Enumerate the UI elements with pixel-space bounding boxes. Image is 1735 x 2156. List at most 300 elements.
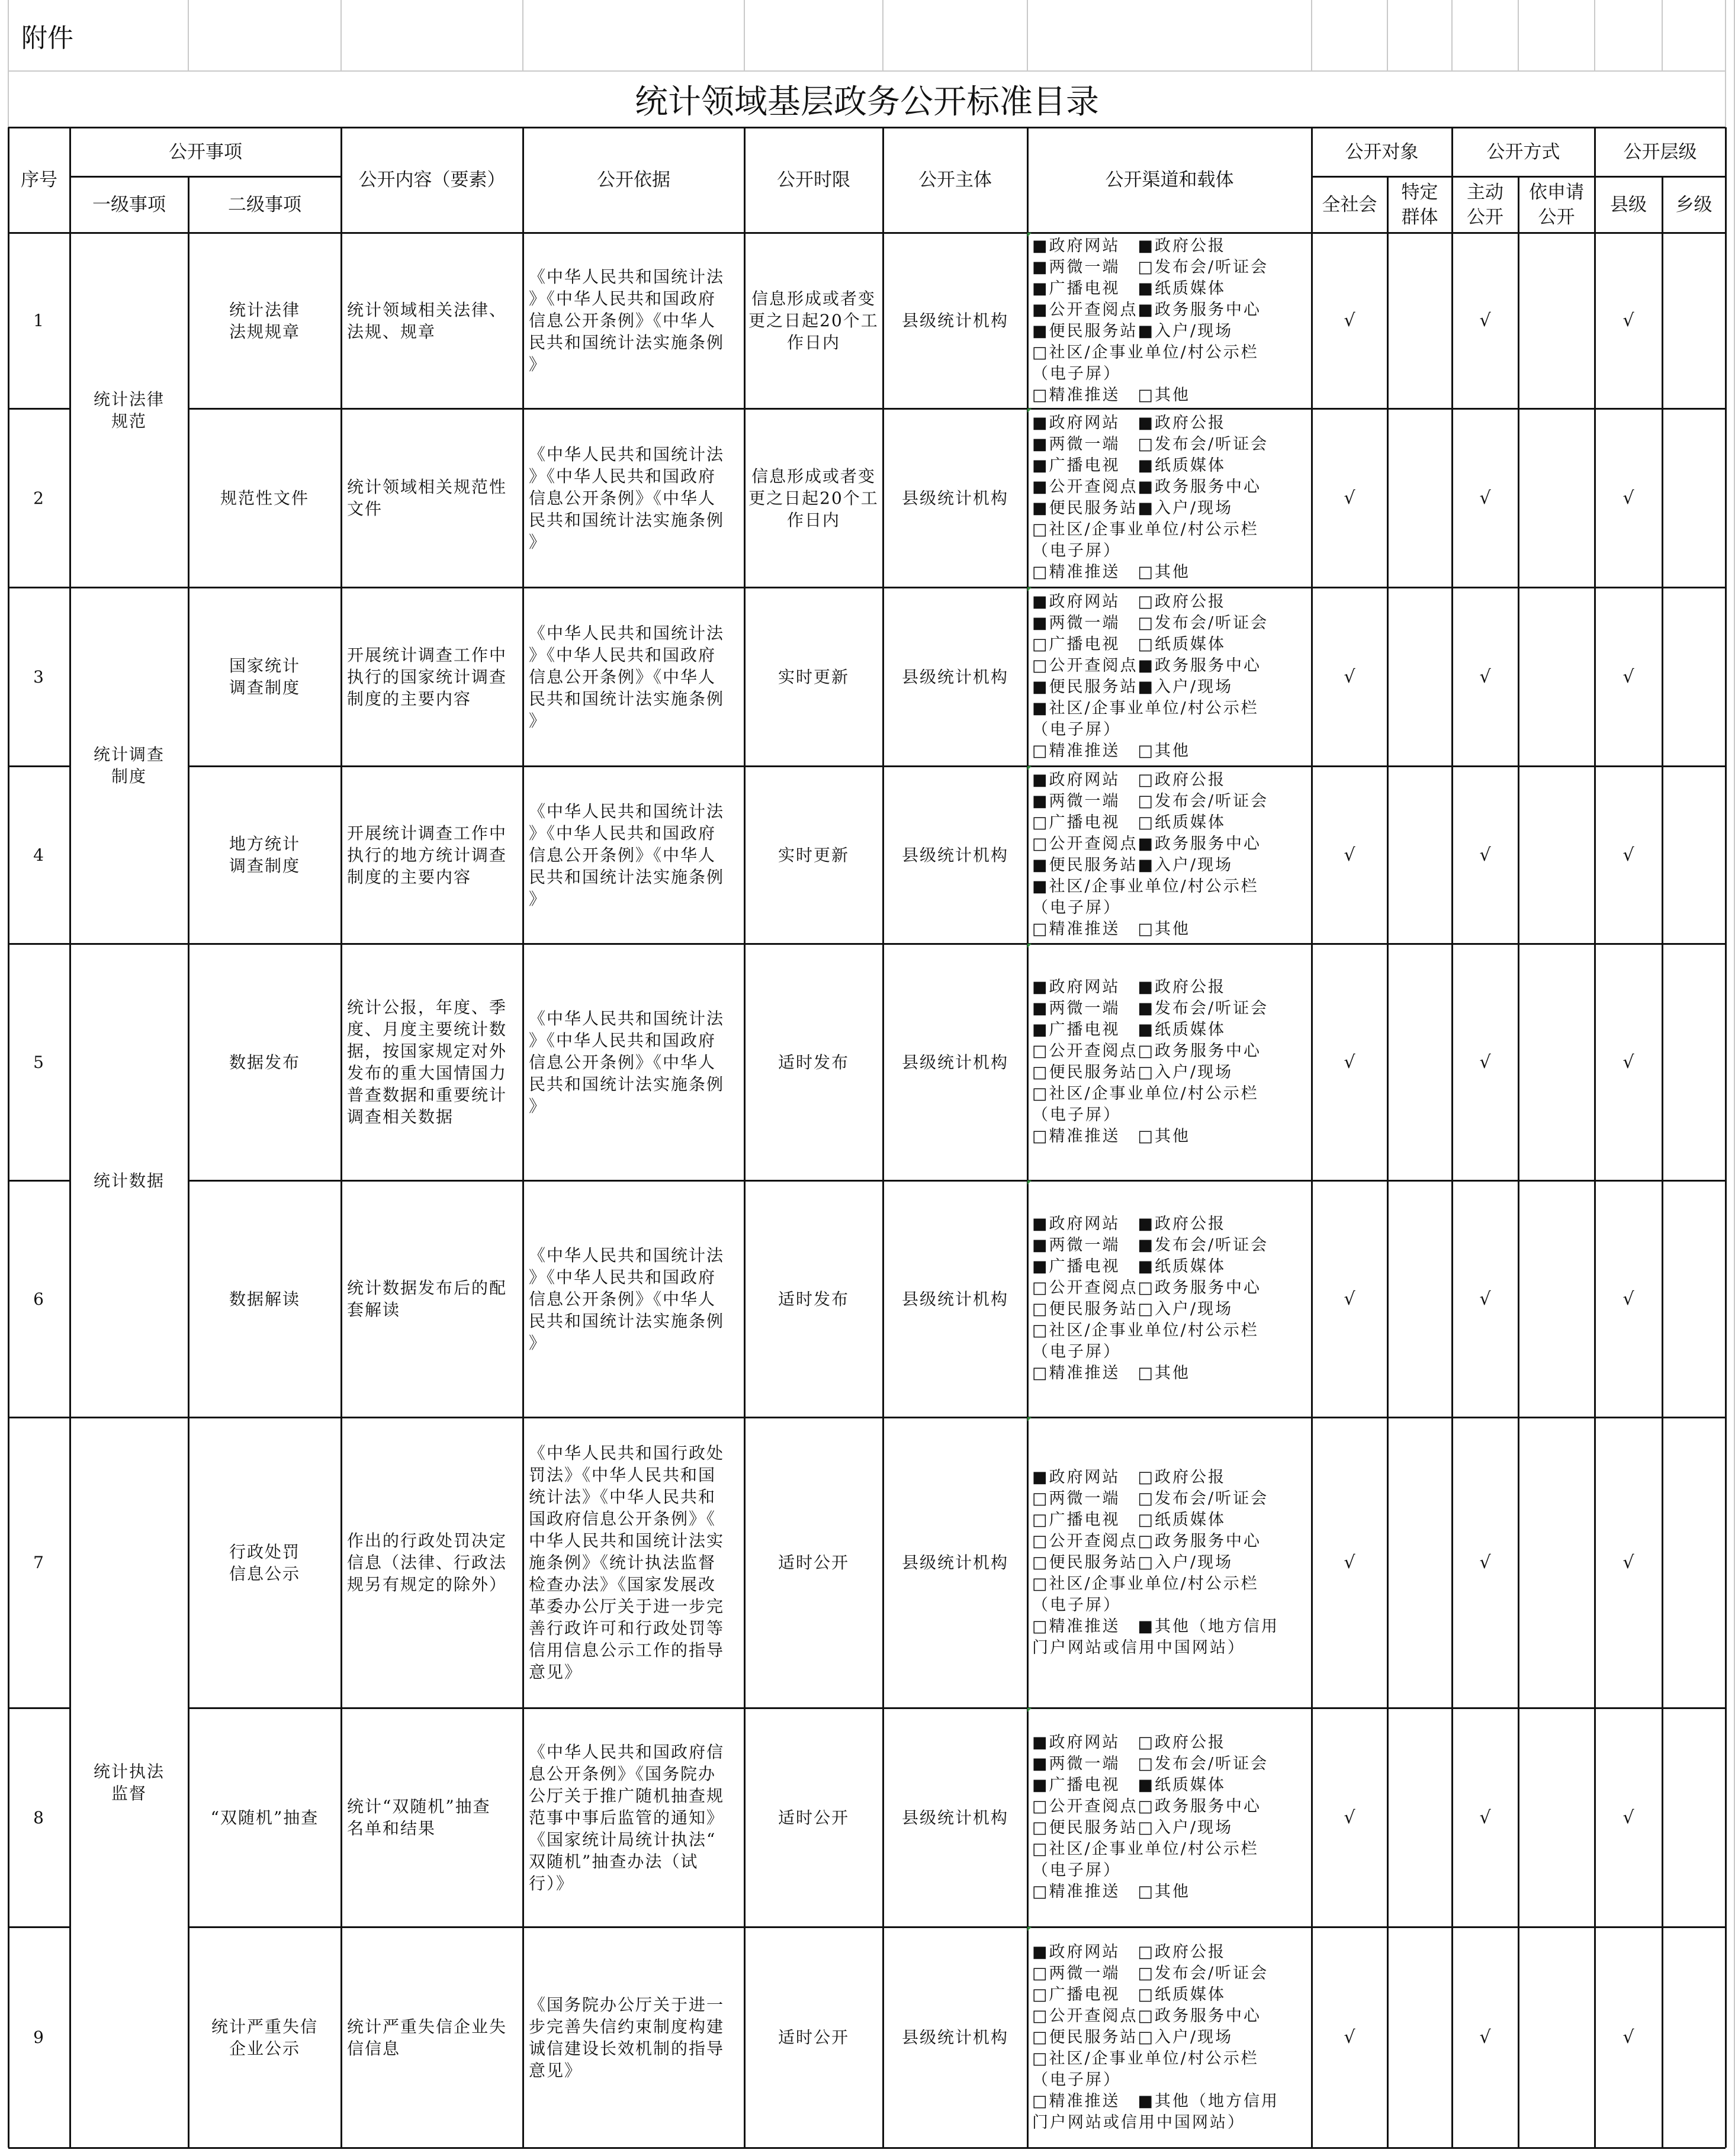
row-channels [1027,944,1312,1180]
group-label-text [94,1761,165,1804]
header-level-town-line: 乡级 [1675,194,1712,215]
row-subject-line: 县级统计机构 [901,1553,1008,1572]
row-channels-line: ■政府网站 ■政府公报 [1032,236,1226,255]
sheet-gridline-v [1311,0,1312,71]
sheet-gridline-v [1518,0,1519,71]
cell-comment-marker [1027,1927,1032,1931]
row-basis-line: 《中华人民共和国政府信 [529,1742,725,1762]
row-check-active [1452,766,1518,944]
row-channels-line: ■便民服务站■入户/现场 [1032,499,1233,517]
row-check-county-line: √ [1622,1807,1634,1828]
row-channels-line: ■政府网站 □政府公报 [1032,1468,1226,1486]
row-channels-line: 门户网站或信用中国网站） [1032,1638,1245,1657]
row-content-text [347,1795,491,1839]
group-label-line: 统计调查 [93,745,165,764]
row-check-all [1312,766,1387,944]
row-check-active [1452,1417,1518,1708]
row-time-limit [744,1180,883,1417]
header-level2 [188,176,341,233]
row-channels-line: ■政府网站 ■政府公报 [1032,414,1226,432]
sheet-gridline-v [1662,0,1663,71]
row-channels-line: □广播电视 □纸质媒体 [1032,1985,1226,2004]
row-check-active-line: √ [1479,844,1491,865]
row-check-all-line: √ [1344,844,1355,865]
row-level2-line: 统计严重失信 [211,2016,318,2036]
row-check-county-text [1622,1289,1634,1309]
row-content [341,1708,523,1927]
row-basis-line: 信息公开条例》《中华人 [529,667,717,687]
row-time-limit-text [748,465,879,531]
row-check-active-line: √ [1479,2027,1491,2048]
row-check-town [1662,1417,1726,1708]
row-time-limit-line: 作日内 [786,510,840,530]
row-basis-line: 民共和国统计法实施条例 [529,688,725,709]
row-channels-line: □社区/企事业单位/村公示栏 [1032,1085,1259,1103]
row-check-county-line: √ [1622,1288,1634,1309]
row-subject [883,1927,1027,2148]
header-target-all-text [1322,192,1377,217]
row-check-all [1312,1180,1387,1417]
row-check-active-text [1479,310,1490,331]
row-check-county-text [1622,310,1634,331]
row-basis-line: 行）》 [529,1873,574,1893]
row-level2 [188,1180,341,1417]
row-check-all-line: √ [1344,1288,1355,1309]
row-channels-line: □便民服务站□入户/现场 [1032,1553,1233,1572]
row-channels [1027,587,1312,766]
row-time-limit-line: 更之日起20个工 [748,488,879,508]
row-channels [1027,233,1312,408]
row-basis-line: 民共和国统计法实施条例 [529,510,725,530]
row-check-county [1595,1417,1662,1708]
header-subject-text [918,168,992,192]
row-check-group [1387,408,1452,587]
row-channels-line: ■两微一端 □发布会/听证会 [1032,435,1269,453]
row-channels-line: □社区/企事业单位/村公示栏 [1032,1840,1259,1858]
row-channels-line: □精准推送 □其他 [1032,1883,1191,1901]
cell-comment-marker [1027,408,1032,413]
header-method-active [1452,176,1518,233]
row-basis-text [529,622,724,732]
header-level-county-text [1610,192,1647,217]
row-check-town [1662,944,1726,1180]
row-seq-text [33,487,45,509]
row-basis-line: 检查办法》《国家发展改 [529,1575,717,1594]
row-basis-line: 意见》 [529,2060,583,2080]
row-content-line: 统计公报，年度、季 [347,997,507,1017]
row-check-apply [1518,233,1595,408]
row-basis-line: 步完善失信约束制度构建 [529,2016,725,2036]
row-channels-text [1032,1467,1279,1659]
row-level2 [188,1417,341,1708]
row-basis-line: 民共和国统计法实施条例 [529,1074,725,1094]
row-channels-line: 门户网站或信用中国网站） [1032,2113,1245,2132]
row-time-limit [744,1708,883,1927]
header-level-text [1624,140,1697,165]
row-channels-line: ■两微一端 □发布会/听证会 [1032,1755,1269,1773]
row-basis-line: 民共和国统计法实施条例 [529,1311,725,1331]
attachment-label-text [21,17,73,54]
header-items-text [169,140,242,165]
row-channels-line: ■便民服务站■入户/现场 [1032,321,1233,340]
row-level2 [188,408,341,587]
row-check-apply [1518,1927,1595,2148]
row-check-county [1595,944,1662,1180]
row-check-county-line: √ [1622,666,1634,687]
header-target-group-text [1402,180,1438,230]
row-channels-line: ■两微一端 □发布会/听证会 [1032,792,1269,810]
row-channels-line: □社区/企事业单位/村公示栏 [1032,520,1259,539]
row-seq-text [33,844,45,866]
row-content-text [347,996,507,1128]
header-items-line: 公开事项 [169,141,242,163]
row-channels-line: （电子屏） [1032,364,1121,383]
row-check-active-text [1479,1807,1490,1828]
row-level2-line: “双随机”抽查 [210,1807,319,1827]
cell-comment-marker [1027,233,1032,237]
row-subject-line: 县级统计机构 [901,311,1008,330]
row-channels-line: □公开查阅点□政务服务中心 [1032,1279,1262,1297]
header-level2-text [228,192,301,217]
row-check-all-text [1344,2027,1355,2048]
row-content-line: 套解读 [347,1300,401,1320]
header-method-apply-text [1529,180,1584,230]
row-channels-line: □精准推送 □其他 [1032,1127,1191,1145]
header-channels-text [1106,168,1234,192]
group-label-line: 监督 [111,1784,147,1803]
row-basis-line: 革委办公厅关于进一步完 [529,1597,725,1616]
row-basis-line: 信息公开条例》《中华人 [529,1289,717,1309]
row-seq [8,1708,70,1927]
group-label-line: 统计法律 [93,389,165,409]
row-subject-text [902,1288,1008,1310]
row-basis-line: 《中华人民共和国行政处 [529,1443,725,1463]
row-channels [1027,408,1312,587]
row-subject-line: 县级统计机构 [901,1052,1008,1072]
row-check-active-text [1479,845,1490,865]
row-content-line: 度、月度主要统计数 [347,1019,507,1039]
row-seq-line: 2 [33,488,45,508]
page-title-text [635,76,1099,123]
row-time-limit-line: 适时公开 [777,1553,849,1572]
row-channels-line: ■两微一端 □发布会/听证会 [1032,614,1269,632]
header-basis-text [597,168,670,192]
row-subject-line: 县级统计机构 [901,1289,1008,1309]
row-subject [883,587,1027,766]
row-basis-line: 善行政许可和行政处罚等 [529,1618,725,1638]
row-channels-line: （电子屏） [1032,1343,1121,1361]
row-channels-line: □社区/企事业单位/村公示栏 [1032,2049,1259,2068]
row-level2-text [229,1541,300,1585]
row-basis-line: 》《中华人民共和国政府 [529,645,717,665]
row-channels [1027,1417,1312,1708]
row-basis-line: 统计法》《中华人民共和 [529,1487,717,1507]
row-check-all [1312,587,1387,766]
row-check-active-text [1479,667,1490,687]
row-channels-line: ■广播电视 ■纸质媒体 [1032,1776,1226,1794]
cell-comment-marker [1027,587,1032,591]
row-time-limit-line: 更之日起20个工 [748,311,879,330]
row-level2-text [229,1051,300,1073]
row-channels [1027,766,1312,944]
row-channels-line: □精准推送 □其他 [1032,385,1191,404]
row-subject [883,1180,1027,1417]
row-time-limit-text [778,1552,849,1573]
row-seq-text [33,1552,45,1573]
row-content-line: 普查数据和重要统计 [347,1085,507,1105]
row-check-apply [1518,1417,1595,1708]
cell-comment-marker [1027,1180,1032,1185]
row-check-all [1312,233,1387,408]
row-check-apply [1518,408,1595,587]
row-basis-text [529,1741,724,1894]
row-level2-line: 数据解读 [229,1289,300,1309]
row-check-all-text [1344,1289,1355,1309]
row-subject-text [902,310,1008,332]
row-check-county [1595,766,1662,944]
row-time-limit-text [778,1807,849,1829]
group-label [70,587,188,944]
row-basis-line: 范事中事后监管的通知》 [529,1807,725,1827]
header-time-limit-line: 公开时限 [777,169,850,191]
row-check-county [1595,233,1662,408]
row-channels-line: □精准推送 □其他 [1032,920,1191,938]
row-content-line: 规另有规定的除外） [347,1575,507,1594]
header-level1-line: 一级事项 [92,194,166,215]
row-content [341,587,523,766]
row-channels-line: □精准推送 ■其他（地方信用 [1032,1617,1280,1636]
row-channels-line: □两微一端 □发布会/听证会 [1032,1964,1269,1983]
row-content-line: 开展统计调查工作中 [347,645,507,665]
header-items [70,127,341,176]
row-time-limit-line: 适时发布 [777,1052,849,1072]
cell-comment-marker [1027,766,1032,770]
row-check-active-line: √ [1479,1051,1491,1073]
row-basis-line: 》 [529,889,547,909]
row-basis-line: 国政府信息公开条例》《 [529,1509,717,1528]
row-basis-line: 》《中华人民共和国政府 [529,466,717,486]
row-level2-text [220,487,309,509]
row-content-line: 发布的重大国情国力 [347,1063,507,1083]
row-check-apply [1518,944,1595,1180]
row-level2 [188,766,341,944]
row-channels-line: □便民服务站□入户/现场 [1032,1063,1233,1082]
row-basis [523,408,744,587]
row-check-active-text [1479,1552,1490,1573]
row-basis [523,587,744,766]
row-basis-text [529,1994,724,2081]
header-content-text [359,168,506,192]
row-channels [1027,1927,1312,2148]
group-label [70,944,188,1417]
row-basis-line: 《中华人民共和国统计法 [529,267,725,287]
row-basis-line: 》 [529,1333,547,1353]
group-label-line: 统计执法 [93,1762,165,1781]
sheet-gridline-v [340,0,342,71]
row-check-group [1387,944,1452,1180]
row-check-county [1595,1708,1662,1927]
group-label-line: 规范 [111,411,147,431]
row-basis-line: 《中华人民共和国统计法 [529,444,725,464]
row-content-line: 据，按国家规定对外 [347,1041,507,1061]
row-check-all-text [1344,1052,1355,1073]
row-basis-line: 民共和国统计法实施条例 [529,333,725,352]
row-channels-line: ■两微一端 ■发布会/听证会 [1032,999,1269,1018]
row-seq-text [33,1288,45,1310]
row-level2 [188,233,341,408]
group-label-line: 统计数据 [93,1170,165,1190]
row-basis-line: 中华人民共和国统计法实 [529,1531,725,1550]
row-seq [8,1417,70,1708]
row-content-line: 名单和结果 [347,1819,436,1838]
page-title [8,71,1726,127]
row-check-town [1662,1927,1726,2148]
row-content-line: 调查相关数据 [347,1107,454,1127]
row-basis-line: 意见》 [529,1662,583,1682]
row-content-line: 制度的主要内容 [347,867,472,887]
row-basis-line: 诚信建设长效机制的指导 [529,2038,725,2058]
row-basis-line: 《国家统计局统计执法“ [529,1829,717,1849]
row-basis-line: 》《中华人民共和国政府 [529,1267,717,1287]
group-label-text [94,744,165,787]
row-channels-line: □社区/企事业单位/村公示栏 [1032,1574,1259,1593]
row-basis [523,233,744,408]
row-seq-text [33,1807,45,1829]
header-target-text [1345,140,1419,165]
row-level2-line: 信息公示 [229,1563,300,1584]
row-subject [883,1417,1027,1708]
row-channels-line: □精准推送 ■其他（地方信用 [1032,2091,1280,2110]
row-check-county [1595,1180,1662,1417]
header-level-town [1662,176,1726,233]
row-seq [8,1927,70,2148]
row-basis-line: 罚法》《中华人民共和国 [529,1465,717,1485]
row-check-all-line: √ [1344,1552,1355,1573]
row-level2-text [229,833,300,877]
row-content-line: 信息（法律、行政法 [347,1553,507,1572]
row-check-active [1452,587,1518,766]
row-check-apply [1518,766,1595,944]
row-check-town [1662,1180,1726,1417]
row-check-town [1662,766,1726,944]
row-level2 [188,1927,341,2148]
row-subject-line: 县级统计机构 [901,1807,1008,1827]
header-method-active-text [1467,180,1503,230]
row-content [341,766,523,944]
row-seq-line: 9 [33,2028,45,2047]
row-seq-line: 4 [33,845,45,865]
row-check-active-text [1479,1289,1490,1309]
row-check-group [1387,1417,1452,1708]
row-channels-text [1032,236,1268,406]
row-seq [8,408,70,587]
row-channels-line: （电子屏） [1032,1595,1121,1614]
row-content [341,944,523,1180]
header-seq-text [21,168,57,192]
row-check-apply [1518,587,1595,766]
row-check-apply [1518,1708,1595,1927]
row-time-limit [744,233,883,408]
row-channels-line: □公开查阅点■政务服务中心 [1032,657,1262,675]
row-subject [883,408,1027,587]
row-seq [8,233,70,408]
row-check-all [1312,1417,1387,1708]
row-check-town [1662,587,1726,766]
row-check-county-line: √ [1622,2027,1634,2048]
row-seq-line: 3 [33,667,45,687]
row-basis [523,944,744,1180]
row-subject-text [902,844,1008,866]
cell-comment-marker [1027,944,1032,948]
row-check-active [1452,944,1518,1180]
row-channels-line: ■政府网站 ■政府公报 [1032,1215,1226,1233]
row-check-group [1387,1180,1452,1417]
row-basis-line: 施条例》《统计执法监督 [529,1553,717,1572]
row-check-all [1312,1927,1387,2148]
header-method-apply-line: 公开 [1538,206,1575,228]
row-seq [8,944,70,1180]
row-level2 [188,587,341,766]
row-channels-line: ■公开查阅点■政务服务中心 [1032,478,1262,496]
row-check-all-line: √ [1344,1807,1355,1828]
row-basis-line: 《中华人民共和国统计法 [529,1245,725,1265]
row-content-line: 统计“双随机”抽查 [347,1797,491,1816]
row-channels-line: （电子屏） [1032,1106,1121,1124]
row-seq-line: 8 [33,1807,45,1827]
row-check-active-line: √ [1479,310,1491,331]
row-check-active-line: √ [1479,1552,1491,1573]
header-level-town-text [1676,192,1712,217]
row-basis-text [529,1442,724,1683]
row-time-limit [744,408,883,587]
row-check-county-text [1622,667,1634,687]
row-level2-text [211,1807,319,1829]
header-method-text [1487,140,1560,165]
row-basis-line: 》《中华人民共和国政府 [529,289,717,308]
row-channels-text [1032,770,1268,940]
sheet-gridline-v [882,0,883,71]
row-content-line: 法规、规章 [347,321,436,342]
row-seq [8,766,70,944]
group-label-text [94,1170,165,1192]
row-channels-line: □精准推送 □其他 [1032,563,1191,581]
header-basis [523,127,744,233]
row-channels-line: ■公开查阅点■政务服务中心 [1032,300,1262,319]
header-level-county-line: 县级 [1610,194,1647,215]
group-label [70,233,188,587]
row-time-limit [744,587,883,766]
row-check-county [1595,408,1662,587]
row-time-limit-text [778,666,849,688]
row-content [341,408,523,587]
row-basis [523,1708,744,1927]
header-level2-line: 二级事项 [228,194,301,215]
row-check-county-text [1622,1807,1634,1828]
row-channels-line: （电子屏） [1032,542,1121,560]
row-content [341,1417,523,1708]
row-basis-line: 》《中华人民共和国政府 [529,1030,717,1050]
row-subject-text [902,1552,1008,1573]
row-subject-text [902,487,1008,509]
row-channels-line: ■两微一端 □发布会/听证会 [1032,258,1269,276]
row-time-limit-line: 实时更新 [777,667,849,687]
sheet-gridline-v [1027,0,1028,71]
row-channels-line: □广播电视 □纸质媒体 [1032,635,1226,654]
sheet-gridline-v [1594,0,1595,71]
group-label-line: 制度 [111,767,147,786]
page-title-line: 统计领域基层政务公开标准目录 [635,82,1099,121]
row-channels-line: □精准推送 □其他 [1032,1364,1191,1382]
